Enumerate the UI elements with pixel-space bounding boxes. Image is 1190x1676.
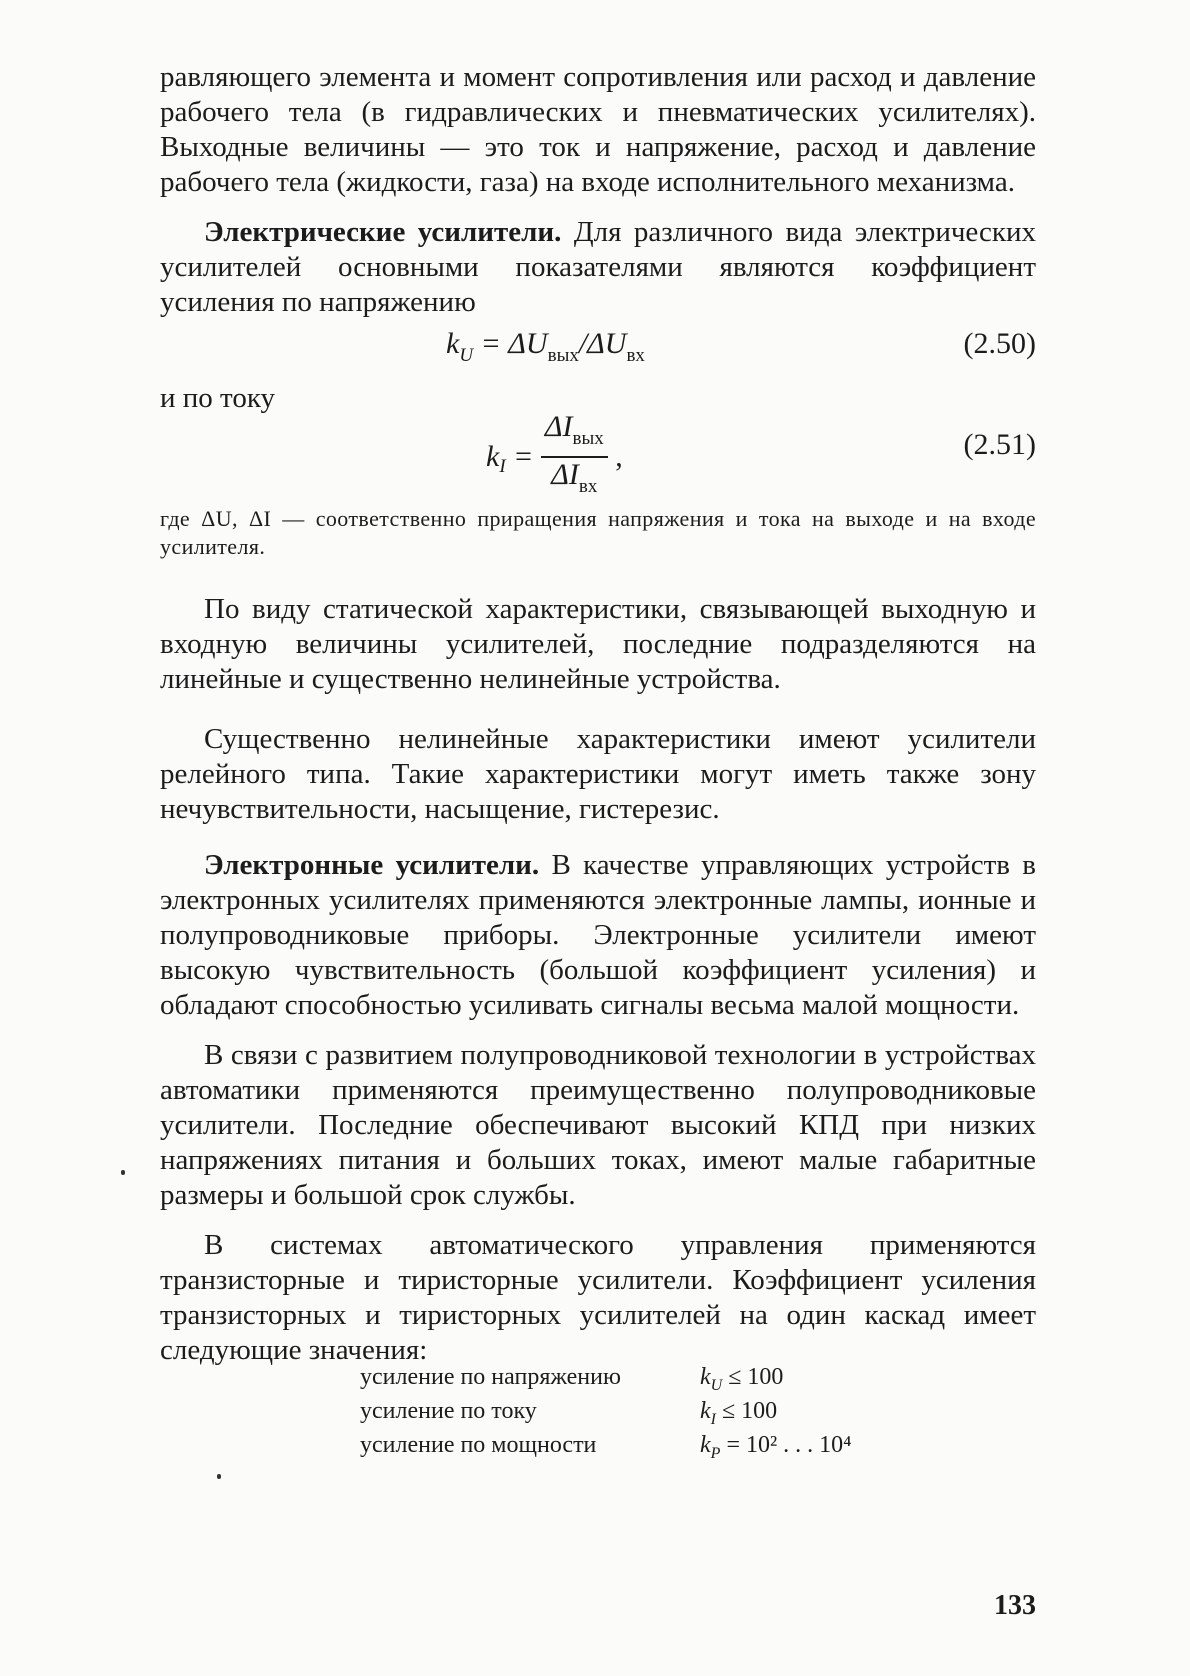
equation-number-2-50: (2.50) <box>963 327 1036 360</box>
equation-2-50-body: $k_U = \Delta U_{вых}/\Delta U_{вх}$ <box>446 327 645 366</box>
equation-2-51 <box>160 410 1036 497</box>
print-speck <box>217 1474 221 1479</box>
paragraph-and-current: и по току <box>160 382 276 414</box>
heading-electronic-amplifiers: Электронные усилители. <box>204 849 540 881</box>
print-speck <box>121 1170 125 1175</box>
heading-electrical-amplifiers: Электрические усилители. <box>204 216 562 248</box>
paragraph-semiconductor: В связи с развитием полупроводниковой технологии в устройствах автоматики применяются преимущественно полупроводниковые усилители. Последние обеспечивают высокий КПД при низких напряжениях питания и больших токах, имеют малые габаритные размеры и большой срок службы. <box>160 1039 1036 1211</box>
equation-2-51-body: $k_I$ = $\frac{\Delta I_{вых}}{\Delta I_{вх}}$ , <box>486 412 623 502</box>
paragraph-static-characteristic: По виду статической характеристики, связывающей выходную и входную величины усилителей, последние подразделяются на линейные и существенно нелинейные устройства. <box>160 593 1036 695</box>
paragraph-1: равляющего элемента и момент сопротивления или расход и давление рабочего тела (в гидравлических и пневматических усилителях). Выходные величины — это ток и напряжение, расход и давление рабочего тела (жидкости, газа) на входе исполнительного механизма. <box>160 61 1036 198</box>
paragraph-nonlinear: Существенно нелинейные характеристики имеют усилители релейного типа. Такие характеристики могут иметь также зону нечувствительности, насыщение, гистерезис. <box>160 723 1036 825</box>
paragraph-electrical-amplifiers-text: Для различного вида электрических усилителей основными показателями являются коэффициент усиления по напряжению <box>160 216 1036 318</box>
paragraph-electronic-amplifiers-text: В качестве управляющих устройств в электронных усилителях применяются электронные лампы, ионные и полупроводниковые приборы. Электронные усилители имеют высокую чувствительность (большой коэффициент усиления) и обладают способностью усиливать сигналы весьма малой мощности. <box>160 849 1036 1021</box>
paragraph-automatic-control: В системах автоматического управления применяются транзисторные и тиристорные усилители. Коэффициент усиления транзисторных и тиристорных усилителей на один каскад имеет следующие значения: <box>160 1229 1036 1366</box>
note-where: где ΔU, ΔI — соответственно приращения напряжения и тока на выходе и на входе усилителя. <box>160 506 1036 559</box>
paragraph-electronic-amplifiers <box>160 848 1036 1023</box>
equation-number-2-51: (2.51) <box>963 428 1036 461</box>
fraction-delta-i: $\frac{\Delta I_{вых}}{\Delta I_{вх}}$ <box>541 412 608 502</box>
book-page: равляющего элемента и момент сопротивления или расход и давление рабочего тела (в гидравлических и пневматических усилителях). Выходные величины — это ток и напряжение, расход и давление рабочего тела (жидкости, газа) на входе исполнительного механизма. Электрические усилители. Для различного вида электрических усилителей основными показателями являются коэффициент усиления по напряжению $k_U = \Delta U_{вых}/\Delta U_{вх}$ (2.50) и по току $k_I$ = $\frac{\Delta I_{вых}}{\Delta I_{вх}}$ , (2.51) где ΔU, ΔI — соответственно приращения напряжения и тока на выходе и на входе усилителя. По виду статической характеристики, связывающей выходную и входную величины усилителей, последние подразделяются на линейные и существенно нелинейные устройства. Существенно нелинейные характеристики имеют усилители релейного типа. Такие характеристики могут иметь также зону нечувствительности, насыщение, гистерезис. Электронные усилители. В качестве управляющих устройств в электронных усилителях применяются электронные лампы, ионные и полупроводниковые приборы. Электронные усилители имеют высокую чувствительность (большой коэффициент усиления) и обладают способностью усиливать сигналы весьма малой мощности. В связи с развитием полупроводниковой технологии в устройствах автоматики применяются преимущественно полупроводниковые усилители. Последние обеспечивают высокий КПД при низких напряжениях питания и больших токах, имеют малые габаритные размеры и большой срок службы. В системах автоматического управления применяются транзисторные и тиристорные усилители. Коэффициент усиления транзисторных и тиристорных усилителей на один каскад имеет следующие значения: усиление по напряжению $k_U \le 100$ усиление по току $k_I \le 100$ усиление по мощности $k_P = 10^2$ . . . 10⁴ 133 <box>0 0 1190 1676</box>
equation-2-50 <box>160 327 1036 377</box>
paragraph-electrical-amplifiers <box>160 215 1036 320</box>
page-number: 133 <box>994 1590 1036 1621</box>
